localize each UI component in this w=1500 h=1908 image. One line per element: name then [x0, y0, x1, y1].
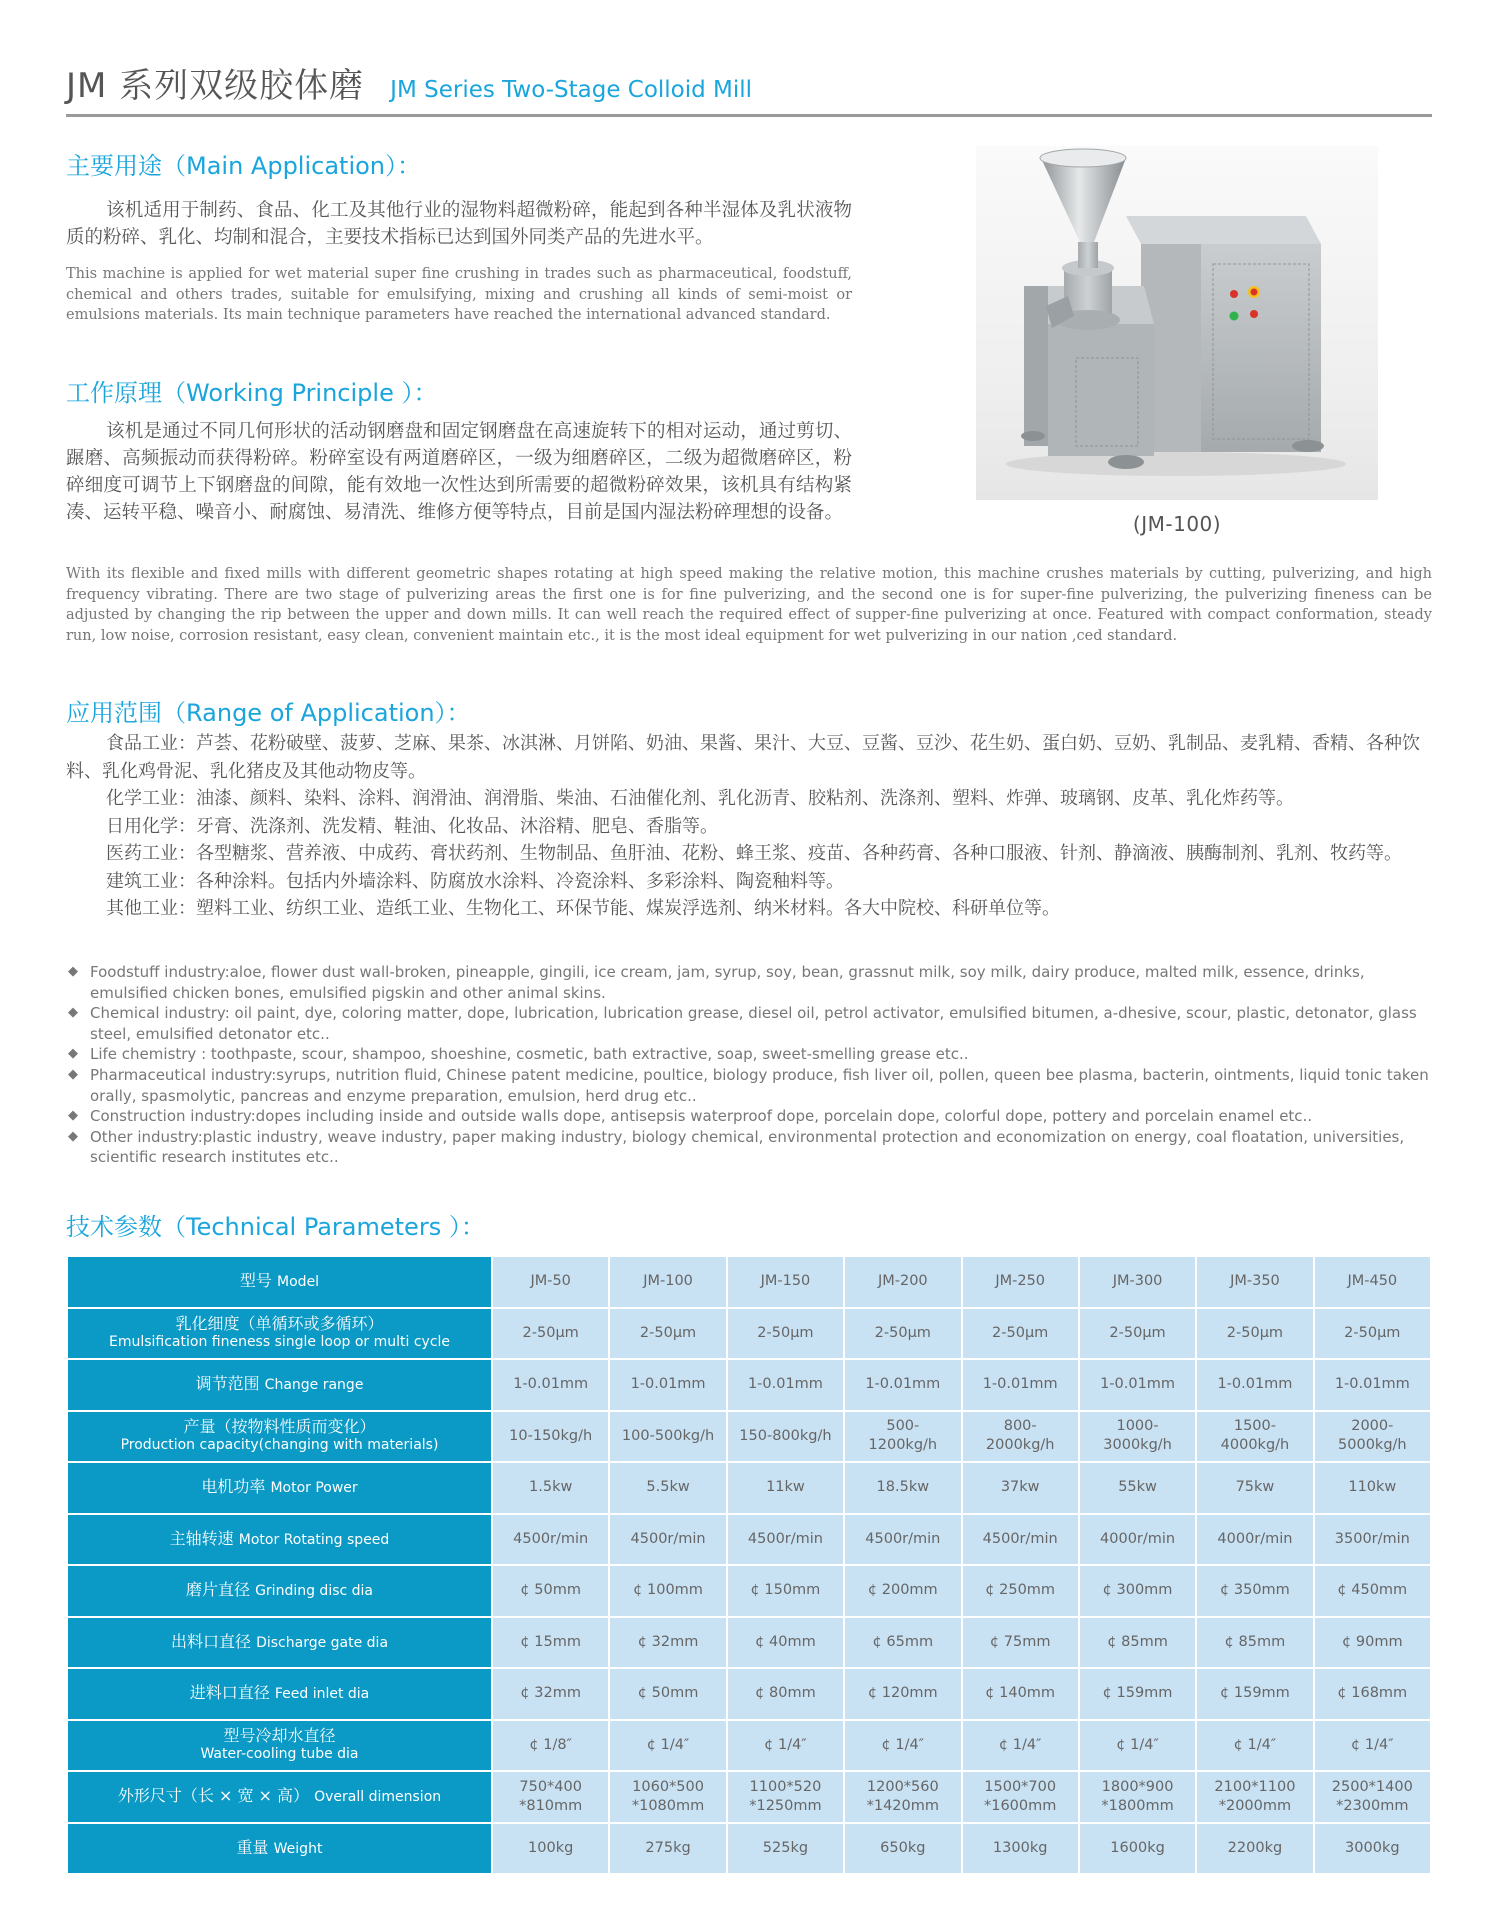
- table-cell: 18.5kw: [844, 1462, 961, 1514]
- application-en-item-text: Life chemistry : toothpaste, scour, shampoo, shoeshine, cosmetic, bath extractive, soap, sweet-smelling grease etc..: [90, 1045, 969, 1064]
- table-cell: 150-800kg/h: [727, 1411, 844, 1463]
- table-cell: ¢ 1/4″: [727, 1720, 844, 1772]
- application-cn-item: [66, 868, 1432, 896]
- page-title-cn: JM 系列双级胶体磨: [66, 66, 365, 106]
- application-cn-item: [66, 730, 1432, 785]
- table-cell: 2-50μm: [1196, 1308, 1313, 1360]
- table-cell: 1-0.01mm: [962, 1359, 1079, 1411]
- table-cell: ¢ 250mm: [962, 1565, 1079, 1617]
- table-cell: 1.5kw: [492, 1462, 609, 1514]
- table-cell: 525kg: [727, 1823, 844, 1875]
- diamond-bullet-icon: ◆: [68, 1046, 78, 1062]
- red-button-icon: [1230, 290, 1238, 298]
- diamond-bullet-icon: ◆: [68, 1108, 78, 1124]
- table-cell: ¢ 1/4″: [844, 1720, 961, 1772]
- application-en-list: [66, 962, 1432, 1168]
- table-cell: 1-0.01mm: [492, 1359, 609, 1411]
- row-label-en: Model: [277, 1274, 320, 1291]
- table-cell: 1060*500 *1080mm: [609, 1771, 726, 1823]
- table-cell: ¢ 50mm: [492, 1565, 609, 1617]
- table-cell: 110kw: [1314, 1462, 1431, 1514]
- table-cell: 2100*1100 *2000mm: [1196, 1771, 1313, 1823]
- table-cell: 1-0.01mm: [1196, 1359, 1313, 1411]
- table-cell: 2500*1400 *2300mm: [1314, 1771, 1431, 1823]
- table-cell: ¢ 1/4″: [1196, 1720, 1313, 1772]
- row-label: [67, 1462, 492, 1514]
- table-cell: 2-50μm: [1314, 1308, 1431, 1360]
- table-row: [67, 1565, 1431, 1617]
- table-row: [67, 1411, 1431, 1463]
- model-header-cell: JM-350: [1196, 1256, 1313, 1308]
- table-cell: 4500r/min: [492, 1514, 609, 1566]
- table-cell: ¢ 159mm: [1079, 1668, 1196, 1720]
- table-row: [67, 1514, 1431, 1566]
- model-header-cell: JM-50: [492, 1256, 609, 1308]
- diamond-bullet-icon: ◆: [68, 1066, 78, 1082]
- row-label-en: Motor Rotating speed: [238, 1531, 390, 1548]
- model-header-cell: JM-300: [1079, 1256, 1196, 1308]
- colloid-mill-illustration: [976, 146, 1378, 500]
- main-application-heading: 主要用途（Main Application）：: [66, 152, 422, 180]
- row-label-cn: 磨片直径: [185, 1580, 250, 1600]
- application-cn-item-text: 日用化学：牙膏、洗涤剂、洗发精、鞋油、化妆品、沐浴精、肥皂、香脂等。: [106, 815, 718, 837]
- row-label-en: Motor Power: [270, 1480, 358, 1497]
- table-row: [67, 1668, 1431, 1720]
- row-label-en: Grinding disc dia: [255, 1583, 374, 1600]
- application-en-item-text: Chemical industry: oil paint, dye, coloring matter, dope, lubrication, lubrication grease, diesel oil, petrol activator, emulsified bitumen, a-dhesive, scour, plastic, detonator, glass steel, emulsified detonator etc..: [90, 1004, 1417, 1043]
- table-cell: 1500- 4000kg/h: [1196, 1411, 1313, 1463]
- row-label-cn: 型号: [239, 1271, 272, 1291]
- application-en-item: [66, 1127, 1432, 1168]
- row-label-en: Feed inlet dia: [274, 1686, 370, 1703]
- technical-parameters-table: [66, 1255, 1432, 1875]
- application-cn-item: [66, 813, 1432, 841]
- application-en-item: [66, 1065, 1432, 1106]
- row-label-cn: 进料口直径: [189, 1683, 270, 1703]
- table-cell: 2-50μm: [609, 1308, 726, 1360]
- table-cell: 4000r/min: [1196, 1514, 1313, 1566]
- row-label: [67, 1308, 492, 1360]
- technical-parameters-heading: 技术参数（Technical Parameters ）：: [66, 1213, 485, 1241]
- application-cn-item-text: 医药工业：各型糖浆、营养液、中成药、膏状药剂、生物制品、鱼肝油、花粉、蜂王浆、疫苗、各种药膏、各种口服液、针剂、静滴液、胰酶制剂、乳剂、牧药等。: [106, 843, 1402, 864]
- table-row: [67, 1308, 1431, 1360]
- product-image: [976, 146, 1378, 500]
- table-cell: ¢ 450mm: [1314, 1565, 1431, 1617]
- row-label: [67, 1514, 492, 1566]
- table-cell: ¢ 100mm: [609, 1565, 726, 1617]
- main-application-cn-text: [66, 197, 852, 251]
- table-cell: ¢ 85mm: [1079, 1617, 1196, 1669]
- row-label-en: Discharge gate dia: [256, 1634, 389, 1651]
- application-cn-list: [66, 730, 1432, 923]
- application-en-item: [66, 962, 1432, 1003]
- application-cn-item-text: 食品工业：芦荟、花粉破壁、菠萝、芝麻、果茶、冰淇淋、月饼陷、奶油、果酱、果汁、大豆、豆酱、豆沙、花生奶、蛋白奶、豆奶、乳制品、麦乳精、香精、各种饮料、乳化鸡骨泥、乳化猪皮及其他动物皮等。: [66, 733, 1420, 782]
- diamond-bullet-icon: ◆: [68, 964, 78, 979]
- row-label: [67, 1823, 492, 1875]
- application-cn-item: [66, 895, 1432, 923]
- table-cell: 75kw: [1196, 1462, 1313, 1514]
- table-cell: 2000- 5000kg/h: [1314, 1411, 1431, 1463]
- table-cell: ¢ 90mm: [1314, 1617, 1431, 1669]
- table-cell: 100-500kg/h: [609, 1411, 726, 1463]
- product-image-caption: (JM-100): [1132, 512, 1222, 536]
- table-row: [67, 1617, 1431, 1669]
- table-cell: ¢ 159mm: [1196, 1668, 1313, 1720]
- table-cell: ¢ 32mm: [492, 1668, 609, 1720]
- table-cell: ¢ 120mm: [844, 1668, 961, 1720]
- table-cell: 2-50μm: [844, 1308, 961, 1360]
- application-en-item: [66, 1106, 1432, 1127]
- table-cell: ¢ 50mm: [609, 1668, 726, 1720]
- main-application-en-text: This machine is applied for wet material super fine crushing in trades such as pharmaceutical, foodstuff, chemical and others trades, suitable for emulsifying, mixing and crushing all kinds of semi-moist or emulsions materials. Its main technique parameters have reached the international advanced standard.: [66, 266, 852, 323]
- table-cell: ¢ 350mm: [1196, 1565, 1313, 1617]
- table-cell: 5.5kw: [609, 1462, 726, 1514]
- table-cell: 800- 2000kg/h: [962, 1411, 1079, 1463]
- row-label: [67, 1256, 492, 1308]
- table-cell: 11kw: [727, 1462, 844, 1514]
- table-cell: ¢ 1/4″: [609, 1720, 726, 1772]
- table-cell: 750*400 *810mm: [492, 1771, 609, 1823]
- table-cell: ¢ 1/4″: [1079, 1720, 1196, 1772]
- table-cell: ¢ 80mm: [727, 1668, 844, 1720]
- application-cn-item: [66, 785, 1432, 813]
- table-cell: 1200*560 *1420mm: [844, 1771, 961, 1823]
- model-header-cell: JM-450: [1314, 1256, 1431, 1308]
- row-label: [67, 1359, 492, 1411]
- table-cell: 4000r/min: [1079, 1514, 1196, 1566]
- table-cell: ¢ 200mm: [844, 1565, 961, 1617]
- table-cell: 10-150kg/h: [492, 1411, 609, 1463]
- working-principle-cn-text: [66, 418, 852, 526]
- application-en-item-text: Foodstuff industry:aloe, flower dust wall-broken, pineapple, gingili, ice cream, jam, syrup, soy, bean, grassnut milk, soy milk, dairy produce, malted milk, essence, drinks, emulsified chicken bones, emulsified pigskin and other animal skins.: [90, 963, 1365, 1002]
- row-label-cn: 主轴转速: [169, 1528, 234, 1548]
- row-label-cn: 出料口直径: [170, 1631, 251, 1651]
- table-cell: 1600kg: [1079, 1823, 1196, 1875]
- table-cell: 55kw: [1079, 1462, 1196, 1514]
- table-cell: 1-0.01mm: [609, 1359, 726, 1411]
- application-en-item-text: Other industry:plastic industry, weave industry, paper making industry, biology chemical, environmental protection and economization on energy, coal floatation, universities, scientific research institutes etc..: [90, 1127, 1405, 1167]
- table-cell: 1-0.01mm: [844, 1359, 961, 1411]
- row-label-cn: 重量: [236, 1837, 269, 1857]
- row-label-en: Production capacity(changing with materials): [120, 1437, 439, 1454]
- table-cell: ¢ 150mm: [727, 1565, 844, 1617]
- table-cell: 2-50μm: [492, 1308, 609, 1360]
- table-cell: 37kw: [962, 1462, 1079, 1514]
- table-cell: 275kg: [609, 1823, 726, 1875]
- row-label: [67, 1720, 492, 1772]
- table-cell: ¢ 65mm: [844, 1617, 961, 1669]
- table-cell: 2200kg: [1196, 1823, 1313, 1875]
- green-button-icon: [1230, 312, 1239, 321]
- table-cell: 1100*520 *1250mm: [727, 1771, 844, 1823]
- table-row: [67, 1359, 1431, 1411]
- diamond-bullet-icon: ◆: [68, 1128, 78, 1144]
- application-cn-item-text: 化学工业：油漆、颜料、染料、涂料、润滑油、润滑脂、柴油、石油催化剂、乳化沥青、胶粘剂、洗涤剂、塑料、炸弹、玻璃钢、皮革、乳化炸药等。: [106, 788, 1294, 809]
- model-header-cell: JM-250: [962, 1256, 1079, 1308]
- table-cell: 500- 1200kg/h: [844, 1411, 961, 1463]
- diamond-bullet-icon: ◆: [68, 1005, 78, 1021]
- table-cell: 4500r/min: [962, 1514, 1079, 1566]
- table-cell: 1300kg: [962, 1823, 1079, 1875]
- row-label-cn: 电机功率: [201, 1477, 266, 1497]
- title-divider: [66, 114, 1432, 117]
- page-title: [66, 58, 752, 107]
- table-row: [67, 1823, 1431, 1875]
- table-cell: ¢ 168mm: [1314, 1668, 1431, 1720]
- table-cell: 2-50μm: [962, 1308, 1079, 1360]
- application-en-item-text: Construction industry:dopes including inside and outside walls dope, antisepsis waterproof dope, porcelain dope, colorful dope, pottery and porcelain enamel etc..: [90, 1107, 1313, 1126]
- row-label-cn: 型号冷却水直径: [223, 1726, 336, 1746]
- table-cell: 100kg: [492, 1823, 609, 1875]
- table-cell: 650kg: [844, 1823, 961, 1875]
- table-cell: 4500r/min: [844, 1514, 961, 1566]
- table-cell: ¢ 40mm: [727, 1617, 844, 1669]
- table-header-row: [67, 1256, 1431, 1308]
- application-en-item: [66, 1044, 1432, 1065]
- row-label-en: Change range: [264, 1377, 364, 1394]
- table-cell: 1500*700 *1600mm: [962, 1771, 1079, 1823]
- working-principle-heading: 工作原理（Working Principle ）：: [66, 379, 438, 407]
- table-cell: 1-0.01mm: [727, 1359, 844, 1411]
- working-principle-en-text: With its flexible and fixed mills with different geometric shapes rotating at high speed making the relative motion, this machine crushes materials by cutting, pulverizing, and high frequency vibrating. There are two stage of pulverizing areas the first one is for fine pulverizing, and the second one is for super-fine pulverizing, the pulverizing fineness can be adjusted by changing the rip between the upper and down mills. It can well reach the required effect of supper-fine pulverizing at once. Featured with compact conformation, steady run, low noise, corrosion resistant, easy clean, convenient maintain etc., it is the most ideal equipment for wet pulverizing in our nation ,ced standard.: [66, 566, 1432, 644]
- row-label-cn: 乳化细度（单循环或多循环）: [175, 1314, 384, 1334]
- table-row: [67, 1771, 1431, 1823]
- row-label: [67, 1771, 492, 1823]
- table-cell: ¢ 1/8″: [492, 1720, 609, 1772]
- table-cell: ¢ 85mm: [1196, 1617, 1313, 1669]
- table-cell: ¢ 300mm: [1079, 1565, 1196, 1617]
- row-label-cn: 产量（按物料性质而变化）: [183, 1417, 376, 1437]
- table-cell: 1000- 3000kg/h: [1079, 1411, 1196, 1463]
- application-cn-item: [66, 840, 1432, 868]
- table-cell: 1-0.01mm: [1079, 1359, 1196, 1411]
- table-cell: 3000kg: [1314, 1823, 1431, 1875]
- model-header-cell: JM-100: [609, 1256, 726, 1308]
- application-en-item-text: Pharmaceutical industry:syrups, nutrition fluid, Chinese patent medicine, poultice, biology produce, fish liver oil, pollen, queen bee plasma, bacterin, ointments, liquid tonic taken orally, spasmolytic, pancreas and enzyme preparation, emulsion, herd drug etc..: [90, 1065, 1429, 1105]
- table-cell: 4500r/min: [609, 1514, 726, 1566]
- table-cell: ¢ 75mm: [962, 1617, 1079, 1669]
- row-label: [67, 1617, 492, 1669]
- row-label-cn: 调节范围: [195, 1374, 260, 1394]
- table-cell: 1-0.01mm: [1314, 1359, 1431, 1411]
- application-en-item: [66, 1003, 1432, 1044]
- row-label-en: Weight: [273, 1840, 323, 1857]
- row-label-en: Overall dimension: [314, 1789, 442, 1806]
- main-application-cn-content: 该机适用于制药、食品、化工及其他行业的湿物料超微粉碎，能起到各种半湿体及乳状液物质的粉碎、乳化、均制和混合，主要技术指标已达到国外同类产品的先进水平。: [66, 200, 852, 248]
- working-principle-cn-content: 该机是通过不同几何形状的活动钢磨盘和固定钢磨盘在高速旋转下的相对运动，通过剪切、蹍磨、高频振动而获得粉碎。粉碎室设有两道磨碎区，一级为细磨碎区，二级为超微磨碎区，粉碎细度可调节上下钢磨盘的间隙，能有效地一次性达到所需要的超微粉碎效果，该机具有结构紧凑、运转平稳、噪音小、耐腐蚀、易清洗、维修方便等特点，目前是国内湿法粉碎理想的设备。: [66, 421, 852, 523]
- table-cell: ¢ 140mm: [962, 1668, 1079, 1720]
- table-cell: ¢ 15mm: [492, 1617, 609, 1669]
- table-cell: ¢ 32mm: [609, 1617, 726, 1669]
- row-label-cn: 外形尺寸（长 × 宽 × 高）: [117, 1786, 310, 1806]
- application-cn-item-text: 建筑工业：各种涂料。包括内外墙涂料、防腐放水涂料、冷瓷涂料、多彩涂料、陶瓷釉料等。: [106, 870, 844, 892]
- table-cell: ¢ 1/4″: [962, 1720, 1079, 1772]
- range-of-application-heading: 应用范围（Range of Application）：: [66, 699, 471, 727]
- row-label: [67, 1565, 492, 1617]
- table-cell: 4500r/min: [727, 1514, 844, 1566]
- table-row: [67, 1720, 1431, 1772]
- row-label: [67, 1411, 492, 1463]
- table-row: [67, 1462, 1431, 1514]
- table-cell: 2-50μm: [727, 1308, 844, 1360]
- model-header-cell: JM-150: [727, 1256, 844, 1308]
- table-cell: 1800*900 *1800mm: [1079, 1771, 1196, 1823]
- row-label-en: Emulsification fineness single loop or multi cycle: [108, 1334, 451, 1351]
- row-label-en: Water-cooling tube dia: [200, 1746, 359, 1763]
- table-cell: ¢ 1/4″: [1314, 1720, 1431, 1772]
- row-label: [67, 1668, 492, 1720]
- application-cn-item-text: 其他工业：塑料工业、纺织工业、造纸工业、生物化工、环保节能、煤炭浮选剂、纳米材料。各大中院校、科研单位等。: [106, 898, 1060, 919]
- model-header-cell: JM-200: [844, 1256, 961, 1308]
- table-cell: 2-50μm: [1079, 1308, 1196, 1360]
- table-cell: 3500r/min: [1314, 1514, 1431, 1566]
- page-title-en: JM Series Two-Stage Colloid Mill: [390, 77, 753, 103]
